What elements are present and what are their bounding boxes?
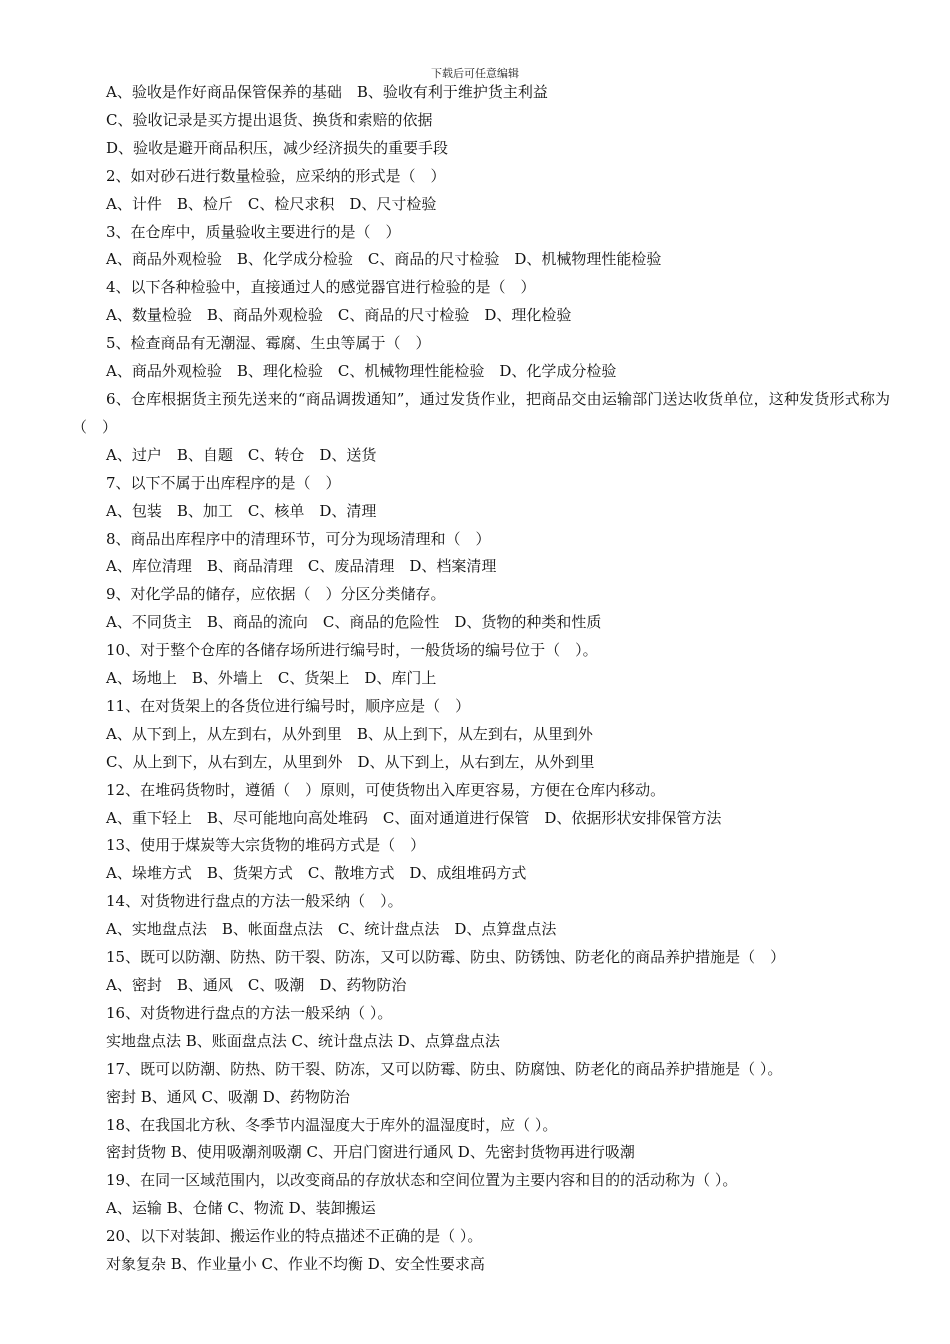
options-line: 密封货物 B、使用吸潮剂吸潮 C、开启门窗进行通风 D、先密封货物再进行吸潮 [106,1143,635,1162]
question-line: 13、使用于煤炭等大宗货物的堆码方式是（ ） [106,836,426,855]
options-line: A、商品外观检验 B、化学成分检验 C、商品的尺寸检验 D、机械物理性能检验 [106,250,662,269]
question-line: 16、对货物进行盘点的方法一般采纳（ ）。 [106,1003,393,1022]
question-line: 5、检查商品有无潮湿、霉腐、生虫等属于（ ） [106,334,431,353]
question-line: 10、对于整个仓库的各储存场所进行编号时，一般货场的编号位于（ ）。 [106,641,598,660]
text-line: A、验收是作好商品保管保养的基础 B、验收有利于维护货主利益 [106,83,548,101]
question-line: 17、既可以防潮、防热、防干裂、防冻，又可以防霉、防虫、防腐蚀、防老化的商品养护措施是（ ）。 [106,1059,783,1078]
question-line: 12、在堆码货物时，遵循（ ）原则，可使货物出入库更容易，方便在仓库内移动。 [106,780,666,799]
question-line: 4、以下各种检验中，直接通过人的感觉器官进行检验的是（ ） [106,278,536,297]
options-line: A、重下轻上 B、尽可能地向高处堆码 C、面对通道进行保管 D、依据形状安排保管方法 [106,808,722,827]
question-line: 7、以下不属于出库程序的是（ ） [106,473,341,492]
options-line: 实地盘点法 B、账面盘点法 C、统计盘点法 D、点算盘点法 [106,1031,500,1050]
page-header-note: 下载后可任意编辑 [431,67,519,80]
options-line: A、实地盘点法 B、帐面盘点法 C、统计盘点法 D、点算盘点法 [106,920,557,939]
options-line: A、包装 B、加工 C、核单 D、清理 [106,501,377,520]
document-body [72,79,890,1279]
question-line: 20、以下对装卸、搬运作业的特点描述不正确的是（ ）。 [106,1227,483,1246]
options-line: A、运输 B、仓储 C、物流 D、装卸搬运 [106,1199,376,1218]
options-line: A、从下到上，从左到右，从外到里 B、从上到下，从左到右，从里到外 [106,724,593,743]
question-line: 18、在我国北方秋、冬季节内温湿度大于库外的温湿度时，应（ ）。 [106,1115,558,1134]
options-line: A、密封 B、通风 C、吸潮 D、药物防治 [106,976,407,994]
options-line: C、从上到下，从右到左，从里到外 D、从下到上，从右到左，从外到里 [106,752,595,771]
options-line: A、计件 B、检斤 C、检尺求积 D、尺寸检验 [106,194,437,213]
options-line: A、过户 B、自题 C、转仓 D、送货 [106,445,377,464]
question-line: 8、商品出库程序中的清理环节，可分为现场清理和（ ） [106,529,491,548]
options-line: A、库位清理 B、商品清理 C、废品清理 D、档案清理 [106,557,497,576]
question-line: 14、对货物进行盘点的方法一般采纳（ ）。 [106,892,403,911]
options-line: A、场地上 B、外墙上 C、货架上 D、库门上 [106,669,437,688]
options-line: 对象复杂 B、作业量小 C、作业不均衡 D、安全性要求高 [106,1255,485,1274]
options-line: A、商品外观检验 B、理化检验 C、机械物理性能检验 D、化学成分检验 [106,362,617,381]
text-line: C、验收记录是买方提出退货、换货和索赔的依据 [106,110,433,129]
question-line: 15、既可以防潮、防热、防干裂、防冻，又可以防霉、防虫、防锈蚀、防老化的商品养护措施是（ ） [106,948,786,967]
options-line: 密封 B、通风 C、吸潮 D、药物防治 [106,1087,350,1106]
question-line: 6、仓库根据货主预先送来的“商品调拨通知”，通过发货作业，把商品交由运输部门送达收货单位，这种发货形式称为（ ） [72,389,890,436]
question-line: 11、在对货架上的各货位进行编号时，顺序应是（ ） [106,696,471,715]
options-line: A、数量检验 B、商品外观检验 C、商品的尺寸检验 D、理化检验 [106,306,572,325]
question-line: 19、在同一区域范围内，以改变商品的存放状态和空间位置为主要内容和目的的活动称为（ ）。 [106,1171,738,1190]
text-line: D、验收是避开商品积压，减少经济损失的重要手段 [106,138,449,157]
question-line: 9、对化学品的储存，应依据（ ）分区分类储存。 [106,585,446,604]
question-line: 3、在仓库中，质量验收主要进行的是（ ） [106,222,401,241]
options-line: A、垛堆方式 B、货架方式 C、散堆方式 D、成组堆码方式 [106,864,527,883]
question-line: 2、如对砂石进行数量检验，应采纳的形式是（ ） [106,166,446,185]
options-line: A、不同货主 B、商品的流向 C、商品的危险性 D、货物的种类和性质 [106,613,602,632]
